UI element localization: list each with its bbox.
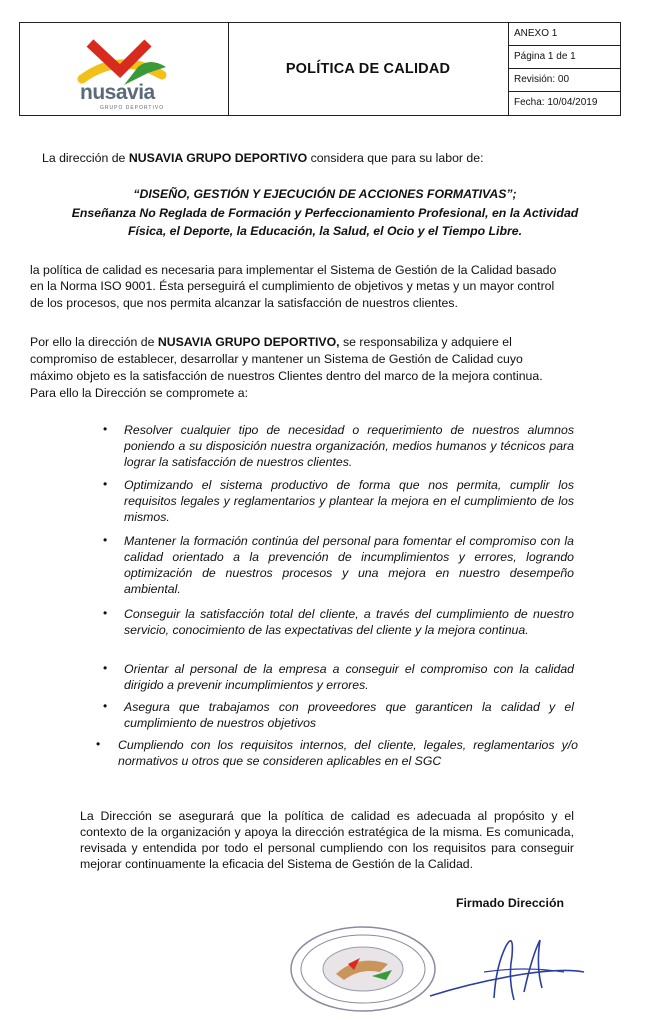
document-title: POLÍTICA DE CALIDAD — [285, 61, 451, 77]
bullet-dot: • — [96, 737, 101, 751]
intro-pre: La dirección de — [42, 151, 129, 165]
title-cell — [228, 23, 509, 115]
para2-company: NUSAVIA GRUPO DEPORTIVO, — [157, 335, 340, 349]
meta-cell — [508, 23, 620, 115]
para2-line2: compromiso de establecer, desarrollar y mantener un Sistema de Gestión de Calidad cuyo — [30, 352, 523, 366]
company-name: NUSAVIA GRUPO DEPORTIVO — [128, 151, 308, 165]
scope-heading-3: Física, el Deporte, la Educación, la Salud, el Ocio y el Tiempo Libre. — [127, 224, 523, 238]
para1-line3: de los procesos, que nos permita alcanzar la satisfacción de nuestros clientes. — [30, 296, 458, 310]
bullet-dot: • — [103, 699, 108, 713]
para2-line1 — [30, 334, 512, 350]
bullet-dot: • — [103, 533, 108, 547]
intro-line — [42, 150, 484, 166]
list-item: Mantener la formación continúa del personal para fomentar el compromiso con la calidad orientado a la prevención de incumplimientos y errores, logrando optimización de nuestros procesos y una mejora en nuestro desempeño ambiental. — [124, 534, 574, 596]
list-item: Cumpliendo con los requisitos internos, del cliente, legales, reglamentarios y/o normativos u otros que se consideren aplicables en el SGC — [118, 738, 578, 768]
document-header — [19, 22, 621, 116]
annex-label: ANEXO 1 — [508, 23, 620, 46]
company-stamp-icon — [288, 924, 438, 1014]
logo-wordmark: nusavia — [80, 81, 155, 104]
list-item: Orientar al personal de la empresa a conseguir el compromiso con la calidad dirigido a prevenir incumplimientos y errores. — [124, 662, 574, 692]
para1-line1: la política de calidad es necesaria para implementar el Sistema de Gestión de la Calidad basado — [30, 263, 557, 277]
list-item: Conseguir la satisfacción total del cliente, a través del cumplimiento de nuestro servicio, conocimiento de las expectativas del cliente y la mejora continua. — [124, 607, 574, 637]
date-label: Fecha: 10/04/2019 — [514, 97, 598, 108]
scope-heading-1: “DISEÑO, GESTIÓN Y EJECUCIÓN DE ACCIONES FORMATIVAS”; — [133, 187, 517, 201]
revision-label: Revisión: 00 — [508, 69, 620, 92]
list-item: Asegura que trabajamos con proveedores que garanticen la calidad y el cumplimiento de nuestros objetivos — [124, 700, 574, 730]
bullet-dot: • — [103, 661, 108, 675]
scope-heading-2: Enseñanza No Reglada de Formación y Perfeccionamiento Profesional, en la Actividad — [71, 206, 579, 220]
para2-pre: Por ello la dirección de — [30, 335, 158, 349]
intro-post: considera que para su labor de: — [307, 151, 484, 165]
logo-cell — [20, 23, 229, 115]
logo-subtitle: GRUPO DEPORTIVO — [100, 105, 165, 111]
bullet-dot: • — [103, 422, 108, 436]
closing-paragraph: La Dirección se asegurará que la política de calidad es adecuada al propósito y el contexto de la organización y apoya la dirección estratégica de la misma. Es comunicada, revisada y entendida por todo el personal cumpliendo con los requisitos para conseguir mejorar continuamente la eficacia del Sistema de Gestión de la Calidad. — [80, 809, 574, 871]
signature-icon — [424, 926, 594, 1016]
page-label: Página 1 de 1 — [508, 46, 620, 69]
para2-line4: Para ello la Dirección se compromete a: — [30, 386, 249, 400]
para1-line2: en la Norma ISO 9001. Ésta perseguirá el cumplimiento de objetivos y metas y un mayor control — [30, 279, 555, 293]
para2-post: se responsabiliza y adquiere el — [339, 335, 512, 349]
bullet-dot: • — [103, 606, 108, 620]
para2-line3: máximo objeto es la satisfacción de nuestros Clientes dentro del marco de la mejora continua. — [30, 369, 543, 383]
bullet-dot: • — [103, 477, 108, 491]
list-item: Optimizando el sistema productivo de forma que nos permita, cumplir los requisitos legales y reglamentarios y plantear la mejora en el cumplimiento de los mismos. — [124, 478, 574, 524]
list-item: Resolver cualquier tipo de necesidad o requerimiento de nuestros alumnos poniendo a su disposición nuestra organización, medios humanos y técnicos para lograr la satisfacción de nuestros clientes. — [124, 423, 574, 469]
signature-label: Firmado Dirección — [456, 896, 564, 910]
